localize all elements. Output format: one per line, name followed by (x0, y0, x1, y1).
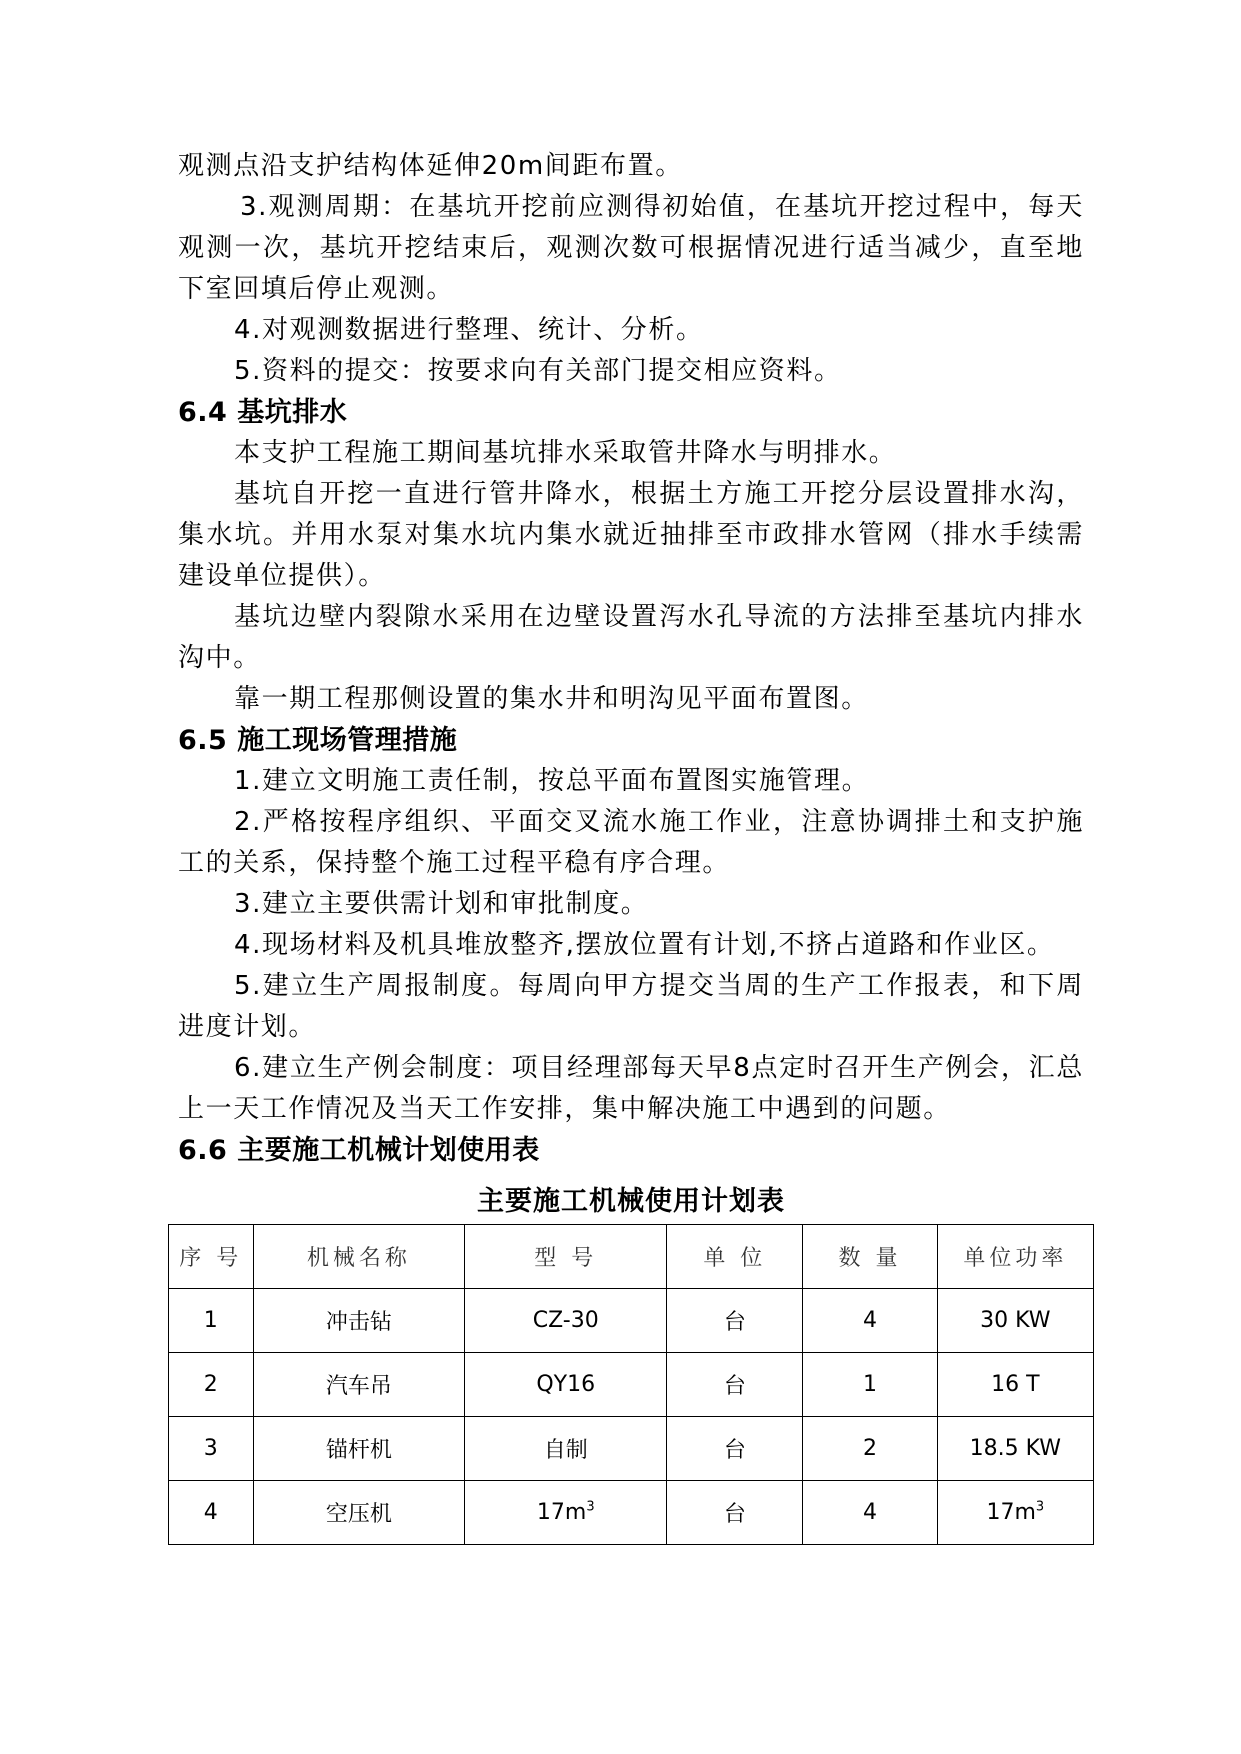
cell-model (465, 1353, 667, 1417)
cell-qty-text: 4 (863, 1308, 878, 1333)
cell-no-text: 3 (203, 1436, 218, 1461)
cell-qty-text: 1 (863, 1372, 878, 1397)
cell-name-text: 空压机 (325, 1502, 392, 1527)
cell-qty (803, 1353, 937, 1417)
paragraph: 2.严格按程序组织、平面交叉流水施工作业，注意协调排土和支护施工的关系，保持整个施工过程平稳有序合理。 (178, 807, 1084, 878)
cell-name (253, 1417, 465, 1481)
cell-unit (667, 1289, 803, 1353)
paragraph: 3.观测周期：在基坑开挖前应测得初始值，在基坑开挖过程中，每天观测一次，基坑开挖结束后，观测次数可根据情况进行适当减少，直至地下室回填后停止观测。 (178, 192, 1084, 304)
cell-no (169, 1289, 254, 1353)
section-heading: 6.4 基坑排水 (178, 397, 348, 428)
header-unit: 单 位 (667, 1225, 803, 1289)
cell-qty-text: 2 (863, 1436, 878, 1461)
cell-name (253, 1289, 465, 1353)
document-body (178, 146, 1084, 1171)
paragraph: 1.建立文明施工责任制，按总平面布置图实施管理。 (234, 766, 870, 796)
paragraph: 靠一期工程那侧设置的集水井和明沟见平面布置图。 (234, 684, 869, 714)
paragraph: 5.建立生产周报制度。每周向甲方提交当周的生产工作报表，和下周进度计划。 (178, 971, 1084, 1042)
cell-no-text: 4 (203, 1500, 218, 1525)
cell-unit-text: 台 (723, 1374, 746, 1399)
header-power: 单位功率 (937, 1225, 1093, 1289)
cell-unit (667, 1481, 803, 1545)
cell-model (465, 1481, 667, 1545)
table-row (169, 1289, 1094, 1353)
cell-no (169, 1481, 254, 1545)
paragraph: 本支护工程施工期间基坑排水采取管井降水与明排水。 (234, 438, 897, 468)
cell-model-text: QY16 (536, 1372, 596, 1397)
cell-unit-text: 台 (723, 1438, 746, 1463)
cell-power (937, 1417, 1093, 1481)
cell-qty (803, 1481, 937, 1545)
cell-model-text: 17m (536, 1500, 587, 1525)
cell-power (937, 1481, 1093, 1545)
paragraph: 基坑自开挖一直进行管井降水，根据土方施工开挖分层设置排水沟，集水坑。并用水泵对集水坑内集水就近抽排至市政排水管网（排水手续需建设单位提供）。 (178, 479, 1084, 591)
cell-name-text: 锚杆机 (325, 1438, 392, 1463)
cell-unit (667, 1417, 803, 1481)
header-no: 序 号 (169, 1225, 254, 1289)
cell-model (465, 1417, 667, 1481)
table-header-row (169, 1225, 1094, 1289)
cell-name-text: 冲击钻 (325, 1310, 392, 1335)
cell-unit (667, 1353, 803, 1417)
cell-power-text: 17m (986, 1500, 1036, 1525)
paragraph: 4.现场材料及机具堆放整齐,摆放位置有计划,不挤占道路和作业区。 (234, 930, 1055, 960)
table-row (169, 1417, 1094, 1481)
table-title: 主要施工机械使用计划表 (477, 1186, 785, 1217)
paragraph: 5.资料的提交：按要求向有关部门提交相应资料。 (234, 356, 842, 386)
table-row (169, 1481, 1094, 1545)
cell-power-text: 18.5 KW (969, 1436, 1061, 1461)
machine-table (168, 1224, 1094, 1545)
cell-no (169, 1417, 254, 1481)
header-qty: 数 量 (803, 1225, 937, 1289)
paragraph: 3.建立主要供需计划和审批制度。 (234, 889, 649, 919)
cell-unit-text: 台 (723, 1310, 746, 1335)
cell-no-text: 1 (203, 1308, 218, 1333)
cell-power (937, 1353, 1093, 1417)
table-row (169, 1353, 1094, 1417)
header-name: 机械名称 (253, 1225, 465, 1289)
cell-name-text: 汽车吊 (325, 1374, 392, 1399)
cell-no-text: 2 (203, 1372, 218, 1397)
cell-model (465, 1289, 667, 1353)
section-heading: 6.5 施工现场管理措施 (178, 725, 458, 756)
cell-power (937, 1289, 1093, 1353)
cell-name (253, 1481, 465, 1545)
cell-model-superscript: 3 (586, 1499, 595, 1515)
cell-qty (803, 1289, 937, 1353)
section-heading: 6.6 主要施工机械计划使用表 (178, 1135, 540, 1166)
cell-power-text: 30 KW (980, 1308, 1051, 1333)
header-model: 型 号 (465, 1225, 667, 1289)
cell-model-text: 自制 (543, 1438, 588, 1463)
cell-name (253, 1353, 465, 1417)
cell-no (169, 1353, 254, 1417)
paragraph: 6.建立生产例会制度：项目经理部每天早8点定时召开生产例会，汇总上一天工作情况及当天工作安排，集中解决施工中遇到的问题。 (178, 1053, 1084, 1124)
cell-qty (803, 1417, 937, 1481)
paragraph: 观测点沿支护结构体延伸20m间距布置。 (178, 151, 683, 181)
cell-model-text: CZ-30 (532, 1308, 599, 1333)
cell-power-superscript: 3 (1035, 1499, 1045, 1515)
cell-unit-text: 台 (723, 1502, 746, 1527)
cell-qty-text: 4 (863, 1500, 878, 1525)
cell-power-text: 16 T (991, 1372, 1040, 1397)
paragraph: 4.对观测数据进行整理、统计、分析。 (234, 315, 704, 345)
paragraph: 基坑边壁内裂隙水采用在边壁设置泻水孔导流的方法排至基坑内排水沟中。 (178, 602, 1084, 673)
